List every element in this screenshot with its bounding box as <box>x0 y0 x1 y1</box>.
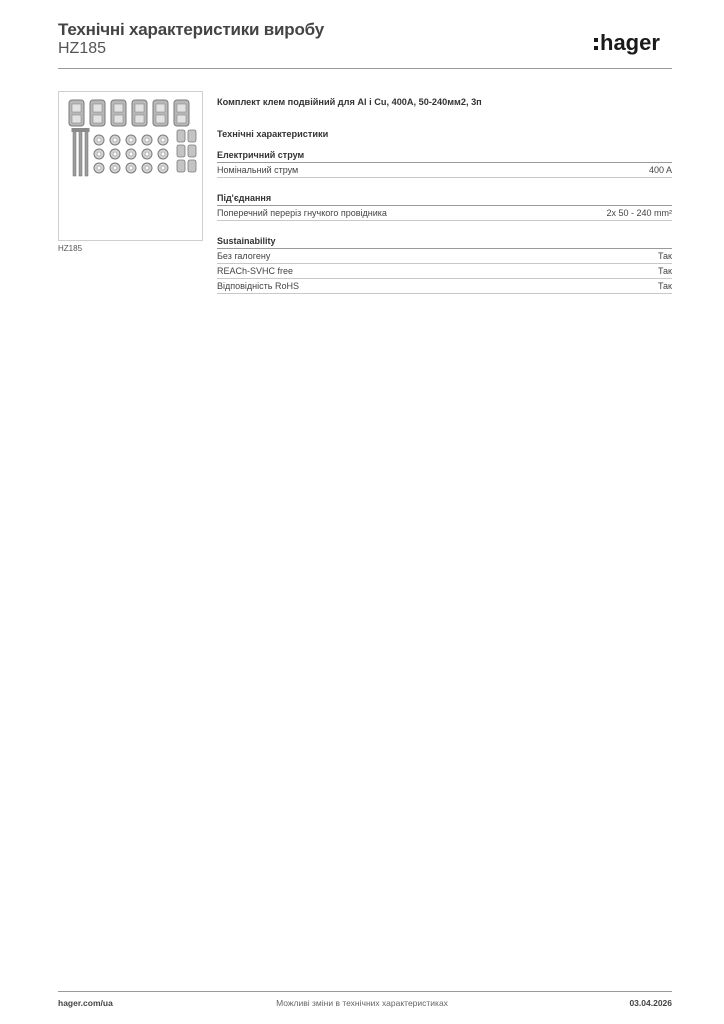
spec-group-title: Sustainability <box>217 236 672 249</box>
clamp-window <box>135 115 144 123</box>
spec-groups <box>217 150 672 294</box>
spec-label: Поперечний переріз гнучкого провідника <box>217 208 387 218</box>
product-illustration <box>59 92 202 240</box>
spec-group <box>217 236 672 294</box>
spec-group <box>217 193 672 221</box>
image-caption: HZ185 <box>58 244 83 253</box>
washer-hole <box>129 152 133 156</box>
washer-hole <box>97 166 101 170</box>
clamp-window <box>72 104 81 112</box>
spec-row <box>217 264 672 279</box>
header-divider <box>58 68 672 69</box>
washer-hole <box>145 152 149 156</box>
footer-notice: Можливі зміни в технічних характеристиках <box>276 998 448 1008</box>
washer-hole <box>113 152 117 156</box>
washer-hole <box>161 152 165 156</box>
clamp-window <box>72 115 81 123</box>
spec-value: Так <box>657 266 672 276</box>
spec-row <box>217 163 672 178</box>
spec-value: Так <box>657 281 672 291</box>
screw-head <box>84 128 90 132</box>
spec-value: 400 A <box>648 165 672 175</box>
spec-group <box>217 150 672 178</box>
washer-hole <box>97 138 101 142</box>
washer-hole <box>145 138 149 142</box>
spec-label: REACh-SVHC free <box>217 266 294 276</box>
spec-label: Номінальний струм <box>217 165 299 175</box>
washer-hole <box>129 138 133 142</box>
spec-row <box>217 279 672 294</box>
washers <box>94 135 168 173</box>
product-image <box>58 91 203 241</box>
hager-logo <box>594 26 674 58</box>
brand-text: hager <box>600 30 660 55</box>
sleeve <box>177 160 185 172</box>
washer-hole <box>113 166 117 170</box>
spec-row <box>217 206 672 221</box>
clamp-window <box>177 115 186 123</box>
spec-group-title: Електричний струм <box>217 150 672 163</box>
spec-value: Так <box>657 251 672 261</box>
spec-group-title: Під'єднання <box>217 193 672 206</box>
sleeve <box>188 130 196 142</box>
sleeve <box>188 145 196 157</box>
screw <box>85 130 88 176</box>
clamp-window <box>93 115 102 123</box>
screws <box>72 128 90 176</box>
clamp-window <box>156 115 165 123</box>
clamp-window <box>156 104 165 112</box>
washer-hole <box>113 138 117 142</box>
sleeve <box>177 130 185 142</box>
sleeve <box>188 160 196 172</box>
screw <box>73 130 76 176</box>
document-title: Технічні характеристики виробу <box>58 20 324 39</box>
spec-label: Відповідність RoHS <box>217 281 299 291</box>
screw-head <box>72 128 78 132</box>
footer-divider <box>58 991 672 992</box>
clamp-window <box>177 104 186 112</box>
screw <box>79 130 82 176</box>
sleeves <box>177 130 196 172</box>
washer-hole <box>145 166 149 170</box>
spec-row <box>217 249 672 264</box>
washer-hole <box>161 138 165 142</box>
footer-website: hager.com/ua <box>58 998 113 1008</box>
spec-label: Без галогену <box>217 251 271 261</box>
clamp-window <box>135 104 144 112</box>
product-description: Комплект клем подвійний для Al і Cu, 400A, 50-240мм2, 3п <box>217 97 482 107</box>
specs-heading: Технічні характеристики <box>217 129 329 139</box>
product-code: HZ185 <box>58 40 107 57</box>
washer-hole <box>161 166 165 170</box>
clamp-bodies <box>69 100 189 126</box>
clamp-window <box>114 115 123 123</box>
clamp-window <box>114 104 123 112</box>
washer-hole <box>97 152 101 156</box>
sleeve <box>177 145 185 157</box>
footer-date: 03.04.2026 <box>629 998 672 1008</box>
clamp-window <box>93 104 102 112</box>
screw-head <box>78 128 84 132</box>
washer-hole <box>129 166 133 170</box>
specifications <box>217 97 672 294</box>
spec-value: 2x 50 - 240 mm² <box>606 208 672 218</box>
